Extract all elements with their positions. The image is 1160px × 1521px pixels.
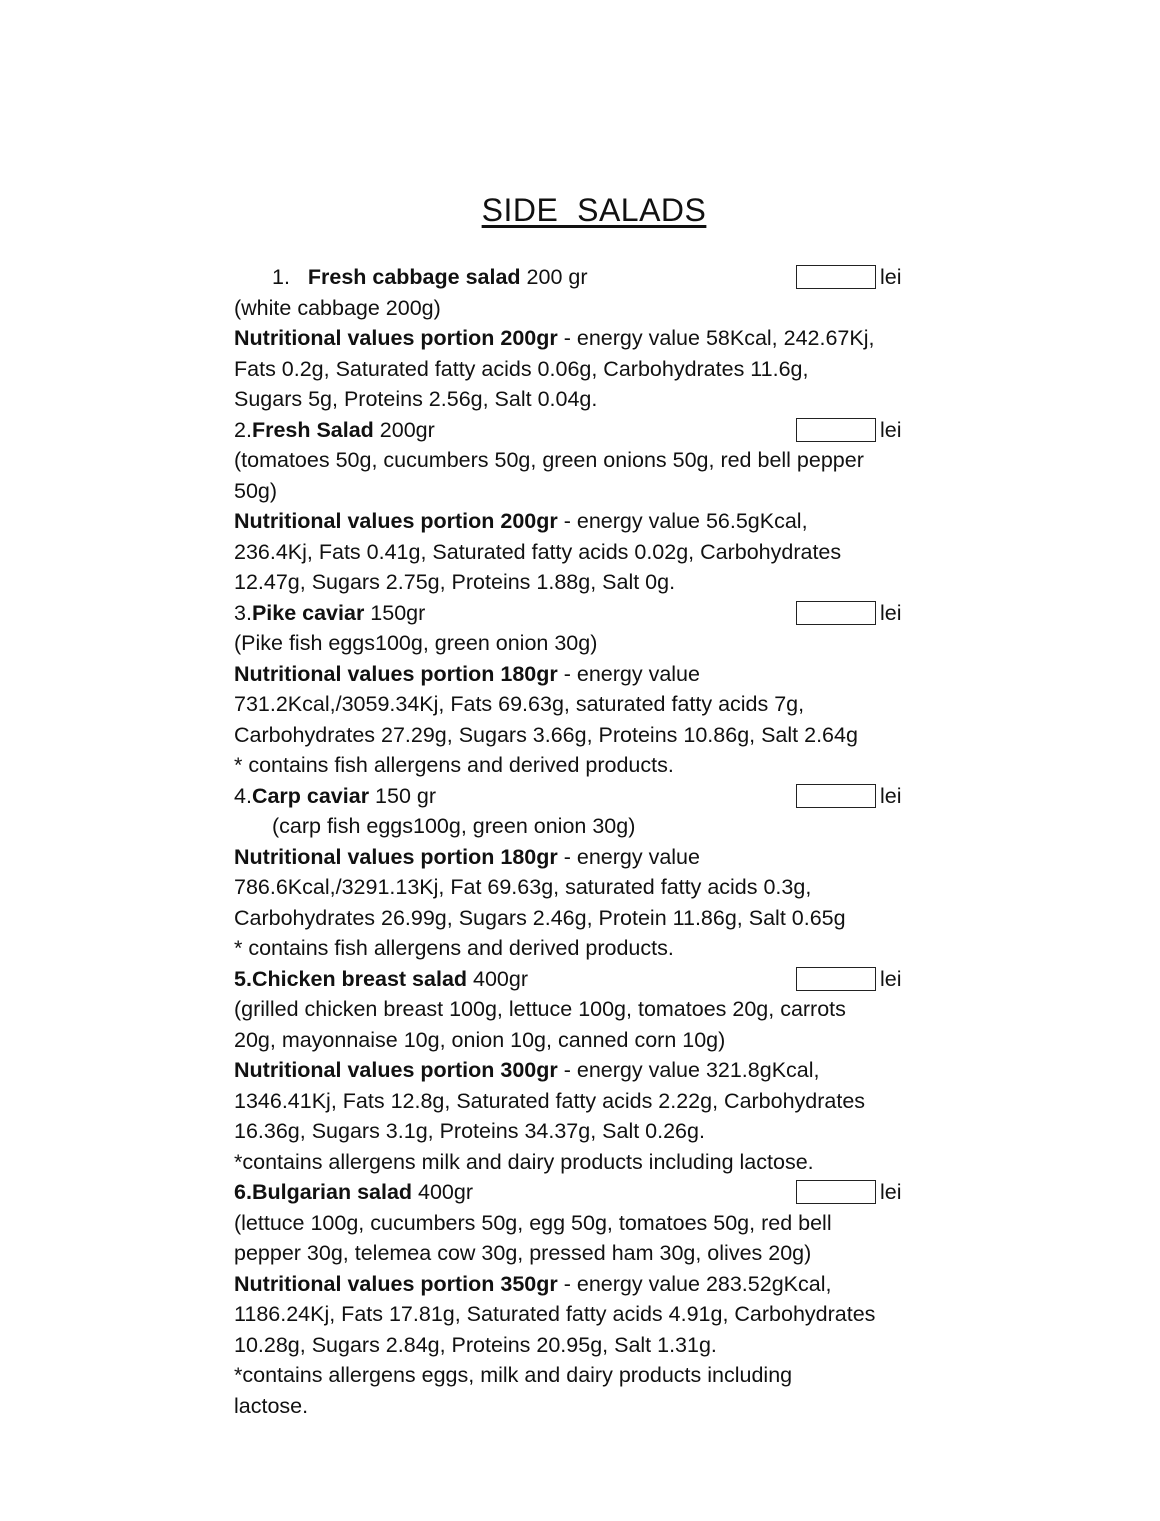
nutrition-label: Nutritional values portion 180gr bbox=[234, 844, 558, 869]
item-ingredients: 20g, mayonnaise 10g, onion 10g, canned corn 10g) bbox=[234, 1027, 726, 1052]
item-nutrition-line: Sugars 5g, Proteins 2.56g, Salt 0.04g. bbox=[234, 387, 598, 411]
menu-list bbox=[234, 262, 914, 1421]
price-field bbox=[796, 1180, 906, 1204]
item-nutrition: Nutritional values portion 350gr - energy value 283.52gKcal, bbox=[234, 1271, 832, 1296]
item-name: Pike caviar bbox=[251, 600, 365, 625]
item-allergens: *contains allergens milk and dairy products including lactose. bbox=[234, 1149, 814, 1174]
nutrition-label: Nutritional values portion 200gr bbox=[234, 326, 558, 350]
menu-item bbox=[234, 598, 914, 781]
item-ingredients: pepper 30g, telemea cow 30g, pressed ham 30g, olives 20g) bbox=[234, 1241, 812, 1265]
price-box bbox=[796, 601, 876, 625]
price-box bbox=[796, 418, 876, 442]
item-number: 4. bbox=[234, 783, 252, 808]
item-number: 2. bbox=[234, 417, 252, 442]
price-currency: lei bbox=[880, 265, 902, 289]
item-number: 3. bbox=[234, 600, 252, 625]
menu-item bbox=[234, 781, 914, 964]
price-currency: lei bbox=[880, 966, 902, 991]
item-nutrition-line: 12.47g, Sugars 2.75g, Proteins 1.88g, Salt 0g. bbox=[234, 570, 676, 594]
item-ingredients: (white cabbage 200g) bbox=[234, 295, 441, 320]
nutrition-label: Nutritional values portion 200gr bbox=[234, 509, 558, 533]
item-nutrition: Nutritional values portion 200gr - energy value 56.5gKcal, bbox=[234, 509, 808, 533]
item-weight: 200gr bbox=[373, 417, 435, 442]
price-box bbox=[796, 1180, 876, 1204]
item-nutrition-line: Carbohydrates 26.99g, Sugars 2.46g, Protein 11.86g, Salt 0.65g bbox=[234, 905, 846, 930]
price-currency: lei bbox=[880, 783, 902, 808]
item-nutrition-line: Fats 0.2g, Saturated fatty acids 0.06g, Carbohydrates 11.6g, bbox=[234, 356, 809, 381]
item-allergens: * contains fish allergens and derived products. bbox=[234, 936, 674, 960]
item-nutrition-line: 16.36g, Sugars 3.1g, Proteins 34.37g, Salt 0.26g. bbox=[234, 1119, 705, 1143]
item-ingredients: (tomatoes 50g, cucumbers 50g, green onions 50g, red bell pepper bbox=[234, 448, 864, 472]
price-field bbox=[796, 265, 906, 289]
item-header bbox=[234, 964, 914, 995]
item-name: Fresh cabbage salad bbox=[307, 265, 521, 289]
menu-item bbox=[234, 964, 914, 1178]
item-weight: 400gr bbox=[412, 1180, 474, 1204]
item-nutrition-line: Carbohydrates 27.29g, Sugars 3.66g, Proteins 10.86g, Salt 2.64g bbox=[234, 722, 858, 747]
price-box bbox=[796, 265, 876, 289]
item-nutrition: Nutritional values portion 300gr - energy value 321.8gKcal, bbox=[234, 1058, 820, 1082]
item-name: Bulgarian salad bbox=[251, 1180, 413, 1204]
item-header bbox=[234, 1177, 914, 1208]
nutrition-label: Nutritional values portion 180gr bbox=[234, 661, 558, 686]
item-number: 6. bbox=[234, 1180, 252, 1204]
menu-item bbox=[234, 262, 914, 415]
item-weight: 400gr bbox=[467, 966, 529, 991]
item-name: Carp caviar bbox=[251, 783, 370, 808]
item-allergens: * contains fish allergens and derived products. bbox=[234, 753, 674, 777]
item-nutrition-line: 786.6Kcal,/3291.13Kj, Fat 69.63g, saturated fatty acids 0.3g, bbox=[234, 875, 812, 899]
item-ingredients: (carp fish eggs100g, green onion 30g) bbox=[272, 814, 636, 838]
item-ingredients: (lettuce 100g, cucumbers 50g, egg 50g, tomatoes 50g, red bell bbox=[234, 1210, 832, 1235]
item-ingredients: (grilled chicken breast 100g, lettuce 100g, tomatoes 20g, carrots bbox=[234, 997, 846, 1021]
item-nutrition-line: 236.4Kj, Fats 0.41g, Saturated fatty acids 0.02g, Carbohydrates bbox=[234, 539, 842, 564]
price-field bbox=[796, 784, 906, 808]
item-nutrition-line: 731.2Kcal,/3059.34Kj, Fats 69.63g, saturated fatty acids 7g, bbox=[234, 692, 805, 716]
price-field bbox=[796, 601, 906, 625]
item-weight: 150 gr bbox=[369, 783, 437, 808]
item-name: Fresh Salad bbox=[251, 417, 374, 442]
item-nutrition: Nutritional values portion 180gr - energy value bbox=[234, 661, 700, 686]
item-header bbox=[234, 415, 914, 446]
item-nutrition: Nutritional values portion 200gr - energy value 58Kcal, 242.67Kj, bbox=[234, 326, 875, 350]
price-currency: lei bbox=[880, 600, 902, 625]
item-nutrition: Nutritional values portion 180gr - energy value bbox=[234, 844, 700, 869]
item-allergens: *contains allergens eggs, milk and dairy products including bbox=[234, 1363, 793, 1387]
menu-item bbox=[234, 415, 914, 598]
item-ingredients: (Pike fish eggs100g, green onion 30g) bbox=[234, 631, 598, 655]
item-nutrition-line: 1186.24Kj, Fats 17.81g, Saturated fatty acids 4.91g, Carbohydrates bbox=[234, 1302, 876, 1326]
price-field bbox=[796, 967, 906, 991]
price-box bbox=[796, 967, 876, 991]
price-box bbox=[796, 784, 876, 808]
item-header bbox=[234, 262, 914, 293]
item-name: Chicken breast salad bbox=[251, 966, 468, 991]
item-header bbox=[234, 598, 914, 629]
item-number: 5. bbox=[234, 966, 252, 991]
item-weight: 200 gr bbox=[520, 265, 588, 289]
price-currency: lei bbox=[880, 1180, 902, 1204]
item-nutrition-line: 10.28g, Sugars 2.84g, Proteins 20.95g, Salt 1.31g. bbox=[234, 1332, 717, 1357]
nutrition-label: Nutritional values portion 350gr bbox=[234, 1271, 558, 1296]
menu-item bbox=[234, 1177, 914, 1421]
item-nutrition-line: 1346.41Kj, Fats 12.8g, Saturated fatty acids 2.22g, Carbohydrates bbox=[234, 1088, 866, 1113]
item-weight: 150gr bbox=[364, 600, 426, 625]
nutrition-label: Nutritional values portion 300gr bbox=[234, 1058, 558, 1082]
item-ingredients: 50g) bbox=[234, 478, 278, 503]
item-header bbox=[234, 781, 914, 812]
price-field bbox=[796, 418, 906, 442]
item-allergens: lactose. bbox=[234, 1393, 309, 1418]
page-title: SIDE SALADS bbox=[481, 192, 707, 228]
price-currency: lei bbox=[880, 417, 902, 442]
item-number: 1. bbox=[272, 265, 290, 289]
